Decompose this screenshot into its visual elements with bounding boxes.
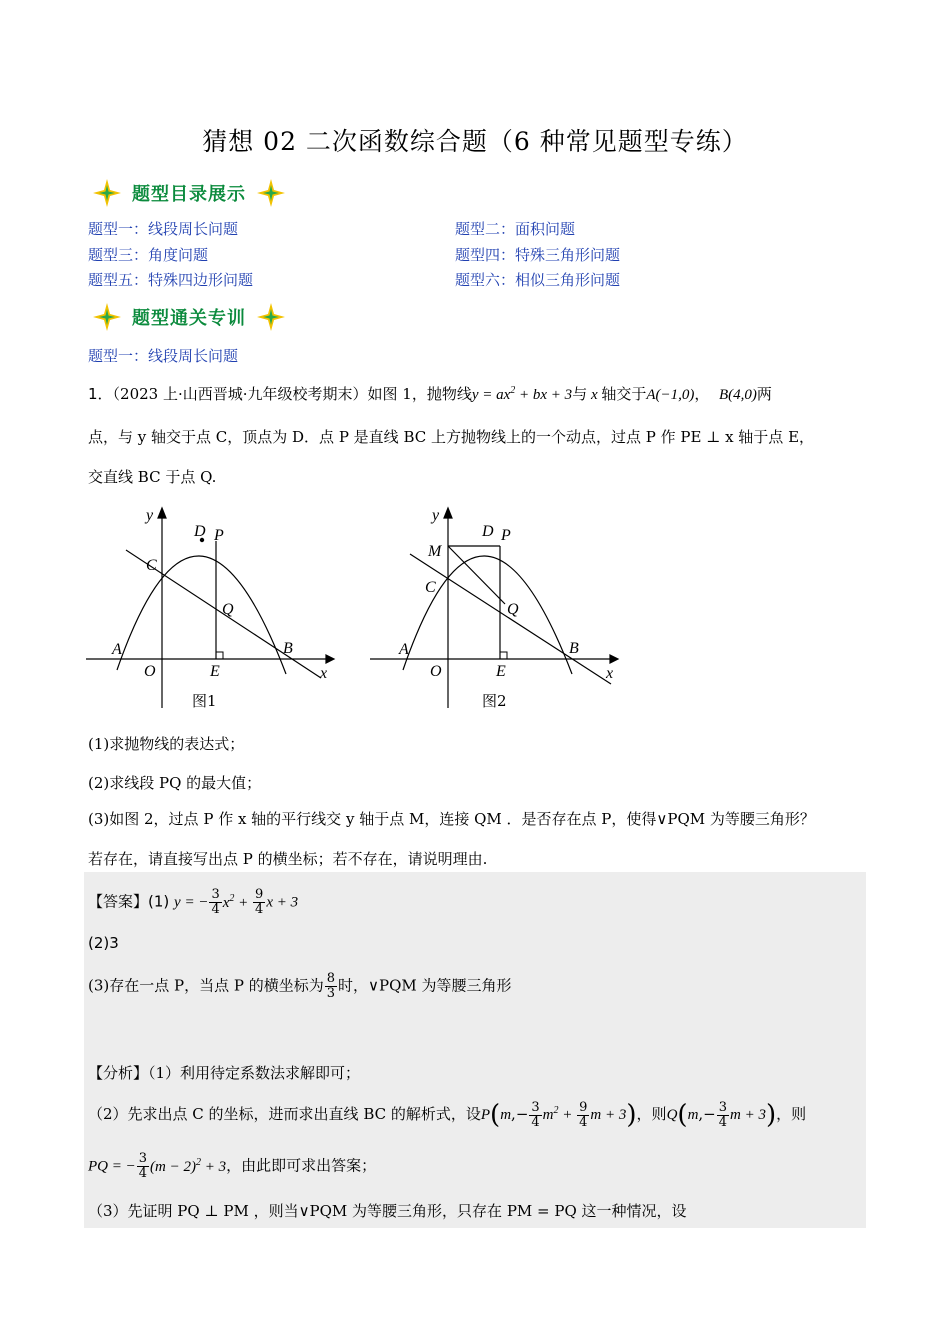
answer-3-text: (3)存在一点 P，当点 P 的横坐标为 — [88, 976, 324, 995]
label-y: y — [146, 507, 154, 524]
label-m: M — [428, 543, 442, 560]
problem-text: 如图 1，抛物线 — [367, 385, 472, 403]
star-icon — [92, 302, 122, 332]
segment-qm — [448, 546, 505, 604]
question-3-cont: 若存在，请直接写出点 P 的横坐标；若不存在，请说明理由. — [88, 850, 488, 868]
label-b: B — [283, 640, 293, 657]
star-icon — [256, 302, 286, 332]
analysis-2-text: （2）先求出点 C 的坐标，进而求出直线 BC 的解析式，设 — [88, 1105, 481, 1123]
problem-text: 两 — [756, 385, 772, 403]
label-o: O — [144, 663, 156, 680]
label-o: O — [430, 663, 442, 680]
point-a: A(−1,0) — [646, 387, 695, 403]
analysis-2: （2）先求出点 C 的坐标，进而求出直线 BC 的解析式，设P(m,− $\frac{3}{4}$ $m^2$ + $\frac{9}{4}$ m + 3)，则Q(m,− $\frac{3}{4}$ m + 3)，则 — [88, 1099, 807, 1130]
analysis-3: （3）先证明 PQ ⊥ PM ，则当∨PQM 为等腰三角形，只存在 PM = PQ 这一种情况，设 — [88, 1202, 687, 1220]
x-axis-arrow — [610, 655, 618, 663]
problem-line-3: 交直线 BC 于点 Q. — [88, 468, 217, 486]
y-axis-arrow — [158, 508, 166, 518]
label-b: B — [569, 640, 579, 657]
parabola — [117, 556, 286, 674]
y-axis-arrow — [444, 508, 452, 518]
answer-2: (2)3 — [88, 934, 119, 952]
label-p: P — [214, 527, 224, 544]
label-d: D — [482, 523, 494, 540]
problem-number: 1． — [88, 385, 113, 403]
figure-1-caption: 图1 — [192, 692, 217, 710]
toc-link-4[interactable]: 题型四：特殊三角形问题 — [455, 246, 621, 264]
figure-1 — [84, 498, 344, 718]
analysis-1 — [88, 1062, 360, 1083]
analysis-2-text: ，则 — [636, 1105, 667, 1123]
point-b: B(4,0) — [718, 387, 757, 403]
label-e: E — [210, 663, 220, 680]
answer-1-prefix: (1) — [148, 892, 170, 911]
analysis-2-text: ，由此即可求出答案； — [226, 1156, 377, 1175]
toc-link-6[interactable]: 题型六：相似三角形问题 — [455, 271, 621, 289]
label-e: E — [496, 663, 506, 680]
section-heading[interactable]: 题型一：线段周长问题 — [88, 347, 239, 365]
question-3: (3)如图 2，过点 P 作 x 轴的平行线交 y 轴于点 M，连接 QM ．是否存在点 P，使得∨PQM 为等腰三角形？ — [88, 810, 815, 828]
toc-link-3[interactable]: 题型三：角度问题 — [88, 246, 209, 264]
answer-3-text: 时，∨PQM 为等腰三角形 — [338, 976, 512, 995]
toc-link-2[interactable]: 题型二：面积问题 — [455, 220, 576, 238]
star-icon — [92, 178, 122, 208]
label-c: C — [146, 557, 157, 574]
parabola — [403, 556, 572, 674]
label-c: C — [425, 579, 436, 596]
toc-link-5[interactable]: 题型五：特殊四边形问题 — [88, 271, 254, 289]
problem-line-1: 1．（2023 上·山西晋城·九年级校考期末）如图 1，抛物线$y = ax^2$ + bx + 3与 x 轴交于A(−1,0)， B(4,0)两 — [88, 385, 772, 403]
right-angle-mark — [500, 652, 507, 659]
label-x: x — [606, 665, 614, 682]
toc-banner — [92, 178, 286, 208]
analysis-label: 【分析】 — [88, 1064, 149, 1082]
star-icon — [256, 178, 286, 208]
label-x: x — [320, 665, 328, 682]
analysis-2-cont: PQ = − $\frac{3}{4}$ $(m - 2)^2 + 3$，由此即可求出答案； — [88, 1151, 377, 1181]
label-p: P — [501, 527, 511, 544]
toc-link-1[interactable]: 题型一：线段周长问题 — [88, 220, 239, 238]
problem-text: 轴交于 — [601, 385, 647, 403]
question-2: (2)求线段 PQ 的最大值； — [88, 774, 262, 792]
problem-line-2: 点，与 y 轴交于点 C，顶点为 D．点 P 是直线 BC 上方抛物线上的一个动点，过点 P 作 PE ⊥ x 轴于点 E， — [88, 428, 815, 446]
x-axis-arrow — [326, 655, 334, 663]
question-1: (1)求抛物线的表达式； — [88, 735, 245, 753]
label-d: D — [194, 523, 206, 540]
toc-banner-text: 题型目录展示 — [132, 184, 246, 205]
analysis-2-text: ，则 — [776, 1105, 807, 1123]
page-title: 猜想 02 二次函数综合题（6 种常见题型专练） — [202, 127, 748, 156]
right-angle-mark — [216, 652, 223, 659]
answer-label: 【答案】 — [88, 892, 149, 911]
practice-banner — [92, 302, 286, 332]
label-a: A — [112, 641, 122, 658]
label-a: A — [399, 641, 409, 658]
label-q: Q — [222, 601, 234, 618]
answer-3: (3)存在一点 P，当点 P 的横坐标为 $\frac{8}{3}$ 时，∨PQM 为等腰三角形 — [88, 971, 512, 1001]
problem-source: （2023 上·山西晋城·九年级校考期末） — [112, 385, 368, 403]
figure-2 — [368, 498, 628, 718]
answer-1: 【答案】(1) y = − $\frac{3}{4}$ $x^2$ + $\frac{9}{4}$ x + 3 — [88, 887, 299, 917]
practice-banner-text: 题型通关专训 — [132, 308, 246, 329]
problem-text: 与 — [572, 385, 588, 403]
label-q: Q — [507, 601, 519, 618]
parabola-equation: $y = ax^2$ + bx + 3 — [471, 385, 573, 403]
label-y: y — [432, 507, 440, 524]
analysis-1-text: （1）利用待定系数法求解即可； — [148, 1064, 361, 1082]
figure-2-caption: 图2 — [482, 692, 507, 710]
